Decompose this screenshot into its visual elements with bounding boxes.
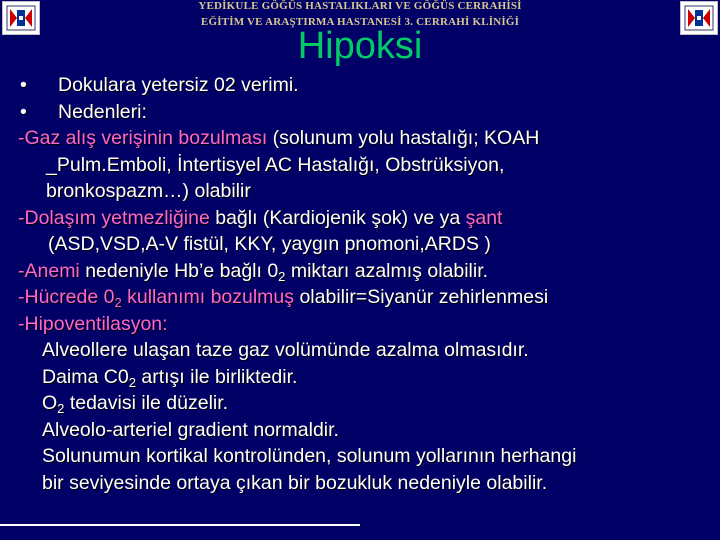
cause-text: nedeniyle Hb’e bağlı 0 (79, 259, 279, 282)
bullet-item (18, 99, 708, 126)
subscript: 2 (57, 401, 65, 416)
bullet-text: Nedenleri: (58, 100, 147, 123)
cause-label: -Gaz alış verişinin bozulması (18, 127, 268, 149)
cause-anemia (18, 258, 708, 285)
cause-text-line: (ASD,VSD,A-V fistül, KKY, yaygın pnomoni,ARDS ) (48, 233, 491, 255)
slide-content (18, 72, 708, 496)
bullet-icon: • (20, 100, 27, 123)
header-line-1: YEDİKULE GÖĞÜS HASTALIKLARI VE GÖĞÜS CERRAHİSİ (198, 0, 522, 12)
subscript: 2 (278, 268, 286, 284)
cause-label: -Dolaşım yetmezliğine (18, 206, 210, 229)
item-text: tedavisi ile düzelir. (64, 392, 229, 414)
cause-label: -Hücrede 0 (18, 286, 115, 308)
hypoventilation-item: Alveollere ulaşan taze gaz volümünde azalma olmasıdır. (42, 339, 529, 361)
hypoventilation-item: Alveolo-arteriel gradient normaldir. (42, 418, 339, 441)
item-text: Daima C0 (42, 365, 129, 388)
cause-text-line: _Pulm.Emboli, İntertisyel AC Hastalığı, Obstrüksiyon, (46, 153, 505, 176)
cause-label: kullanımı bozulmuş (121, 286, 295, 308)
hypoventilation-item: bir seviyesinde ortaya çıkan bir bozukluk nedeniyle olabilir. (42, 471, 548, 494)
cause-text: olabilir=Siyanür zehirlenmesi (294, 286, 549, 308)
item-text: O (42, 392, 58, 414)
cause-cellular (18, 284, 708, 311)
header-line-2: EĞİTİM VE ARAŞTIRMA HASTANESİ 3. CERRAHİ KLİNİĞİ (200, 16, 520, 28)
cause-highlight: şant (465, 206, 503, 229)
cause-text: miktarı azalmış olabilir. (285, 259, 489, 282)
cause-gas-exchange (18, 125, 708, 152)
cause-text: bağlı (Kardiojenik şok) ve ya (209, 206, 466, 229)
cause-text-line: bronkospazm…) olabilir (46, 180, 251, 202)
cause-label: -Hipoventilasyon: (18, 312, 168, 335)
subscript: 2 (128, 374, 136, 390)
subscript: 2 (114, 295, 122, 310)
item-text: artışı ile birliktedir. (135, 365, 298, 388)
hypoventilation-item (18, 364, 708, 391)
cause-circulation (18, 205, 708, 232)
cause-hypoventilation (18, 311, 708, 338)
cause-text: (solunum yolu hastalığı; KOAH (267, 127, 540, 149)
cause-label: -Anemi (18, 259, 80, 282)
footer-divider (0, 524, 360, 526)
bullet-text: Dokulara yetersiz 02 verimi. (58, 74, 299, 96)
bullet-icon: • (20, 74, 27, 96)
hypoventilation-item (18, 390, 708, 417)
bullet-item (18, 72, 708, 99)
hypoventilation-item: Solunumun kortikal kontrolünden, solunum yollarının herhangi (42, 445, 577, 467)
slide-title: Hipoksi (297, 25, 423, 67)
